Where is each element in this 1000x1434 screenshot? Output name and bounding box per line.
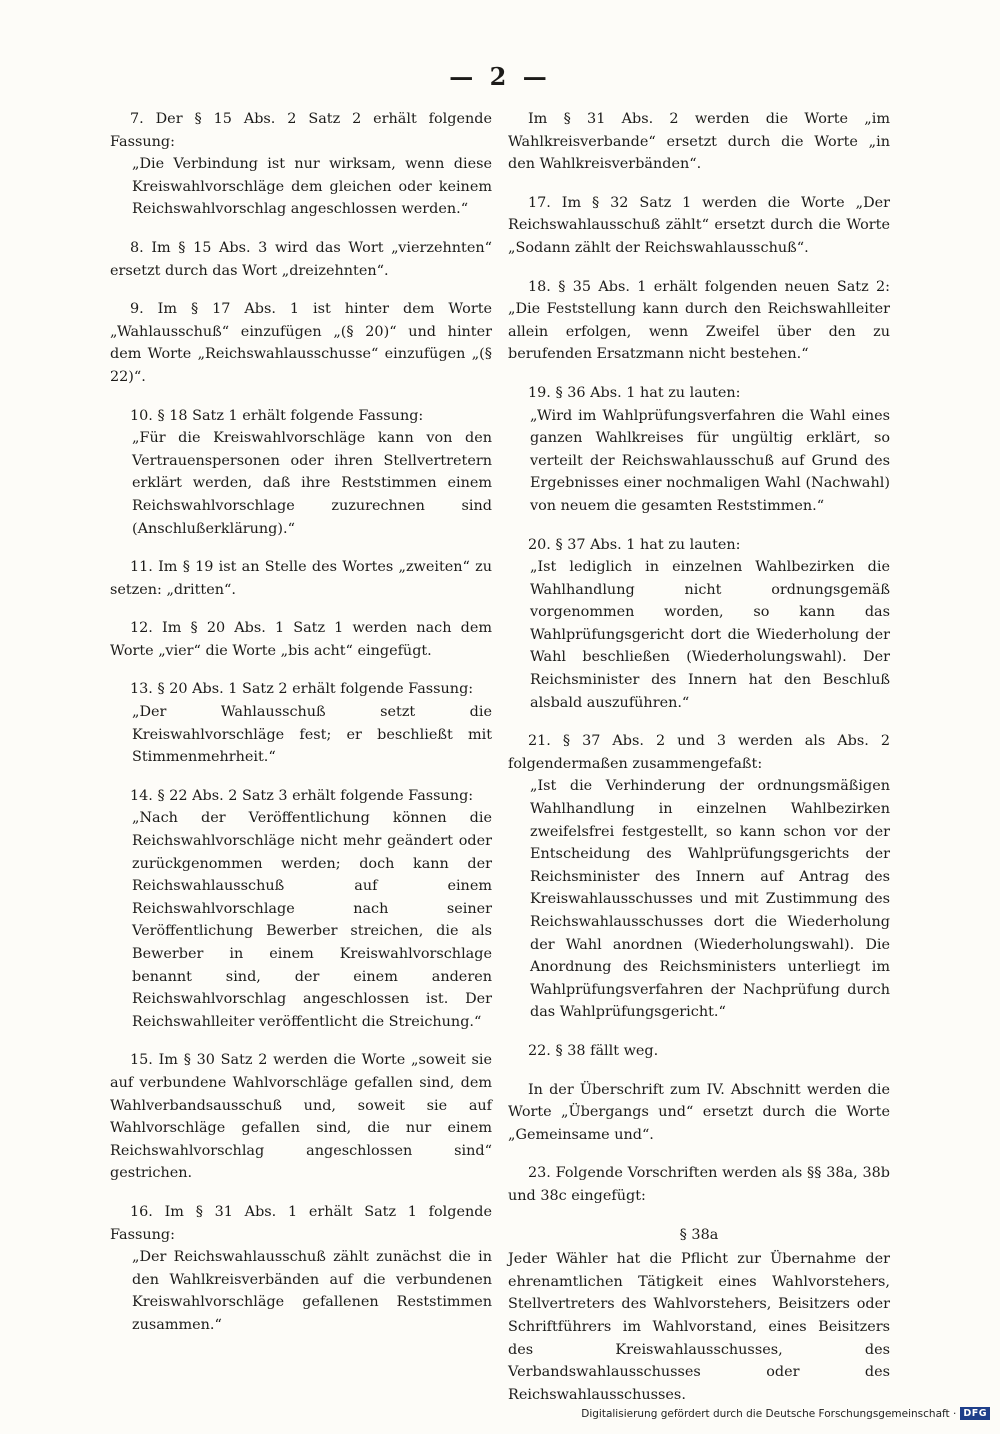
paragraph-15 <box>110 1049 492 1185</box>
paragraph-lead: 17. Im § 32 Satz 1 werden die Worte „Der Reichswahlausschuß zählt“ ersetzt durch die Worte „Sodann zählt der Reichswahlausschuß“. <box>508 194 890 256</box>
section-heading-38a: § 38a <box>679 1226 719 1243</box>
paragraph-lead: 15. Im § 30 Satz 2 werden die Worte „soweit sie auf verbundene Wahlvorschläge gefallen sind, dem Wahlverbandsausschuß und, soweit sie auf Wahlvorschläge gefallen sind, die nur einem Reichswahlvorschlag angeschlossen sind“ gestrichen. <box>110 1052 492 1182</box>
paragraph-22 <box>508 1040 890 1063</box>
paragraph-14 <box>110 785 492 1034</box>
paragraph-19 <box>508 382 890 518</box>
paragraph-17 <box>508 192 890 260</box>
paragraph-lead: 7. Der § 15 Abs. 2 Satz 2 erhält folgende Fassung: <box>110 111 492 150</box>
right-column <box>508 108 890 1422</box>
paragraph-lead: 21. § 37 Abs. 2 und 3 werden als Abs. 2 folgendermaßen zusammengefaßt: <box>508 733 890 772</box>
paragraph-quote: „Wird im Wahlprüfungsverfahren die Wahl eines ganzen Wahlkreises für ungültig erklärt, so verteilt der Reichswahlausschuß auf Grund des Ergebnisses einer nochmaligen Wahl (Nachwahl) von neuem die gesamten Reststimmen.“ <box>530 407 890 514</box>
paragraph-lead: 23. Folgende Vorschriften werden als §§ 38a, 38b und 38c eingefügt: <box>508 1165 890 1204</box>
paragraph-quote: „Ist lediglich in einzelnen Wahlbezirken die Wahlhandlung nicht ordnungsgemäß vorgenommen worden, so kann das Wahlprüfungsgericht dort die Wiederholung der Wahl beschließen (Wiederholungswahl). Der Reichsminister des Innern hat den Beschluß alsbald auszuführen.“ <box>530 559 890 711</box>
paragraph-lead: 10. § 18 Satz 1 erhält folgende Fassung: <box>130 407 424 424</box>
paragraph-7 <box>110 108 492 221</box>
paragraph-lead: 18. § 35 Abs. 1 erhält folgenden neuen Satz 2: „Die Feststellung kann durch den Reichswahlleiter allein erfolgen, wenn Zweifel über den zu berufenden Ersatzmann nicht bestehen.“ <box>508 278 890 363</box>
paragraph-11 <box>110 556 492 601</box>
paragraph-quote: „Für die Kreiswahlvorschläge kann von den Vertrauenspersonen oder ihren Stellvertretern erklärt werden, daß ihre Reststimmen einem Reichswahlvorschlage zuzurechnen sind (Anschlußerklärung).“ <box>132 430 492 537</box>
paragraph-heading-change <box>508 1079 890 1147</box>
paragraph-lead: 20. § 37 Abs. 1 hat zu lauten: <box>528 536 741 553</box>
paragraph-lead: 13. § 20 Abs. 1 Satz 2 erhält folgende Fassung: <box>130 681 474 698</box>
paragraph-lead: In der Überschrift zum IV. Abschnitt werden die Worte „Übergangs und“ ersetzt durch die Worte „Gemeinsame und“. <box>508 1081 890 1143</box>
paragraph-quote: „Nach der Veröffentlichung können die Reichswahlvorschläge nicht mehr geändert oder zurückgenommen werden; doch kann der Reichswahlausschuß auf einem Reichswahlvorschlage nach seiner Veröffentlichung Bewerber streichen, die als Bewerber in einem Kreiswahlvorschlage benannt sind, der einem anderen Reichswahlvorschlag angeschlossen ist. Der Reichswahlleiter veröffentlicht die Streichung.“ <box>132 810 492 1030</box>
paragraph-20 <box>508 534 890 715</box>
paragraph-16 <box>110 1201 492 1337</box>
paragraph-lead: 22. § 38 fällt weg. <box>528 1042 659 1059</box>
paragraph-lead: 14. § 22 Abs. 2 Satz 3 erhält folgende Fassung: <box>130 787 474 804</box>
paragraph-lead: 8. Im § 15 Abs. 3 wird das Wort „vierzehnten“ ersetzt durch das Wort „dreizehnten“. <box>110 239 492 279</box>
paragraph-lead: 16. Im § 31 Abs. 1 erhält Satz 1 folgende Fassung: <box>110 1203 492 1243</box>
left-column <box>110 108 492 1353</box>
paragraph-quote: „Die Verbindung ist nur wirksam, wenn diese Kreiswahlvorschläge dem gleichen oder keinem Reichswahlvorschlag angeschlossen werden.“ <box>132 156 492 218</box>
paragraph-lead: 11. Im § 19 ist an Stelle des Wortes „zweiten“ zu setzen: „dritten“. <box>110 559 492 598</box>
dfg-logo: DFG <box>960 1407 990 1420</box>
paragraph-12 <box>110 617 492 662</box>
paragraph-quote: „Der Wahlausschuß setzt die Kreiswahlvorschläge fest; er beschließt mit Stimmenmehrheit.“ <box>132 704 492 766</box>
paragraph-13 <box>110 678 492 768</box>
paragraph-lead: 19. § 36 Abs. 1 hat zu lauten: <box>528 384 741 401</box>
paragraph-lead: 9. Im § 17 Abs. 1 ist hinter dem Worte „Wahlausschuß“ einzufügen „(§ 20)“ und hinter dem Worte „Reichswahlausschusse“ einzufügen „(§ 22)“. <box>110 301 492 385</box>
section-text-38a: Jeder Wähler hat die Pflicht zur Übernahme der ehrenamtlichen Tätigkeit eines Wahlvorstehers, Stellvertreters des Wahlvorstehers, Beisitzers oder Schriftführers im Wahlvorstand, eines Beisitzers des Kreiswahlausschusses, des Verbandswahlausschusses oder des Reichswahlausschusses. <box>508 1251 890 1403</box>
footer-text: Digitalisierung gefördert durch die Deutsche Forschungsgemeinschaft · <box>581 1407 957 1420</box>
paragraph-8 <box>110 237 492 282</box>
paragraph-21 <box>508 730 890 1024</box>
paragraph-18 <box>508 276 890 366</box>
digitization-footer <box>581 1407 990 1420</box>
paragraph-16-cont <box>508 108 890 176</box>
paragraph-quote: „Ist die Verhinderung der ordnungsmäßigen Wahlhandlung in einzelnen Wahlbezirken zweifelsfrei festgestellt, so kann schon vor der Entscheidung des Wahlprüfungsgerichts der Reichsminister des Innern auf Antrag des Kreiswahlausschusses und mit Zustimmung des Reichswahlausschusses dort die Wiederholung der Wahl anordnen (Wiederholungswahl). Die Anordnung des Reichsministers unterliegt im Wahlprüfungsverfahren der Nachprüfung durch das Wahlprüfungsgericht.“ <box>530 778 890 1021</box>
paragraph-23 <box>508 1162 890 1207</box>
paragraph-lead: Im § 31 Abs. 2 werden die Worte „im Wahlkreisverbande“ ersetzt durch die Worte „in den Wahlkreisverbänden“. <box>508 111 890 173</box>
paragraph-10 <box>110 405 492 541</box>
page-number: — 2 — <box>449 62 551 91</box>
paragraph-9 <box>110 298 492 388</box>
paragraph-quote: „Der Reichswahlausschuß zählt zunächst die in den Wahlkreisverbänden auf die verbundenen Kreiswahlvorschläge gefallenen Reststimmen zusammen.“ <box>132 1249 492 1333</box>
paragraph-lead: 12. Im § 20 Abs. 1 Satz 1 werden nach dem Worte „vier“ die Worte „bis acht“ eingefügt. <box>110 620 492 659</box>
